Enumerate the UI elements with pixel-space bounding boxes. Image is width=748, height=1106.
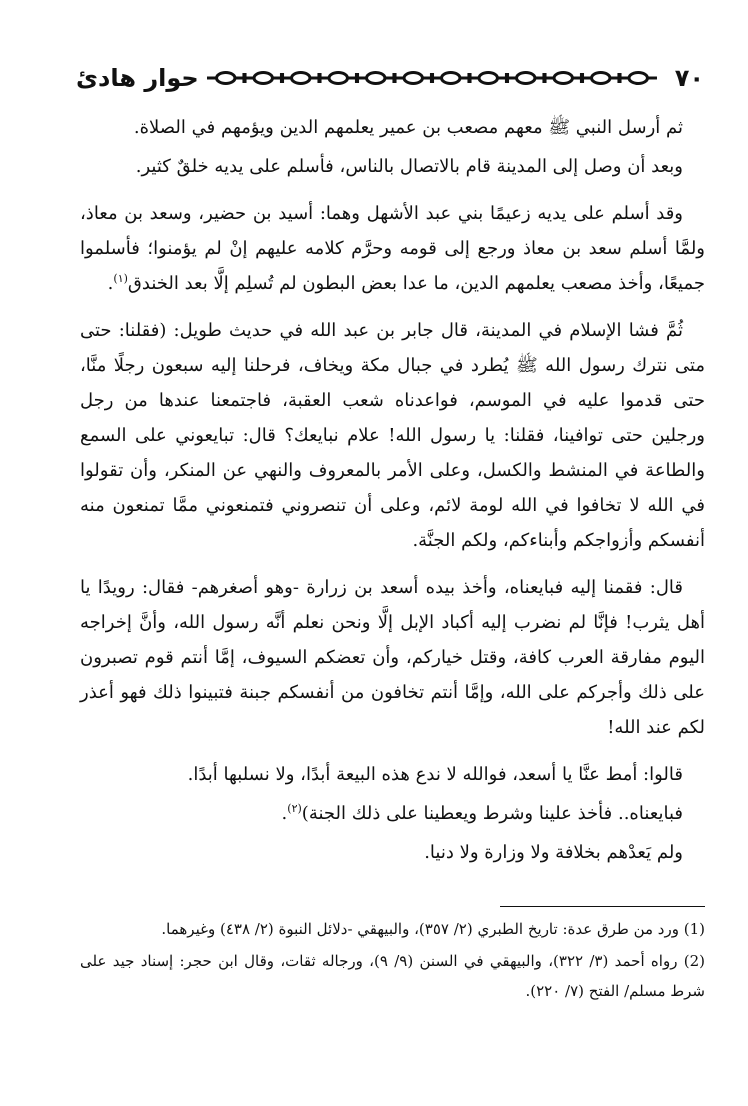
footnote-ref-1: (١) [113,272,128,285]
footnote-1: (1) ورد من طرق عدة: تاريخ الطبري (٢/ ٣٥٧)، والبيهقي -دلائل النبوة (٢/ ٤٣٨) وغيرهما. [161,920,705,938]
page-number: ٧٠ [674,64,704,92]
footnote-separator [500,906,705,907]
paragraph-3-tail: . [107,273,114,294]
ornament-chain-icon [207,68,657,88]
main-text [80,110,705,882]
running-title: حوار هادئ [76,64,199,92]
paragraph-7-text: فبايعناه.. فأخذ علينا وشرط ويعطينا على ذلك الجنة) [301,803,683,824]
paragraph-6: قالوا: أمط عنَّا يا أسعد، فوالله لا ندع هذه البيعة أبدًا، ولا نسلبها أبدًا. [187,764,683,785]
ornament-divider [207,68,657,88]
paragraph-8: ولم يَعدْهم بخلافة ولا وزارة ولا دنيا. [424,842,683,863]
footnote-ref-2: (٢) [287,802,302,815]
paragraph-7-tail: . [281,803,288,824]
paragraph-1: ثم أرسل النبي ﷺ معهم مصعب بن عمير يعلمهم الدين ويؤمهم في الصلاة. [133,117,683,138]
paragraph-3-text: وقد أسلم على يديه زعيمًا بني عبد الأشهل وهما: أسيد بن حضير، وسعد بن معاذ، ولمَّا أسلم سعد بن معاذ ورجع إلى قومه وحرَّم كلامه عليهم إنْ لم يؤمنوا؛ فأسلموا جميعًا، وأخذ مصعب يعلمهم الدين، ما عدا بعض البطون لم تُسلِم إلَّا بعد الخندق [80,203,705,294]
paragraph-4: ثُمَّ فشا الإسلام في المدينة، قال جابر بن عبد الله في حديث طويل: (فقلنا: حتى متى نترك رسول الله ﷺ يُطرد في جبال مكة ويخاف، فرحلنا إليه سبعون رجلًا منَّا، حتى قدموا عليه في الموسم، فواعدناه شعب العقبة، فاجتمعنا عندها من رجل ورجلين حتى توافينا، فقلنا: يا رسول الله! علام نبايعك؟ قال: تبايعوني على السمع والطاعة في المنشط والكسل، وعلى الأمر بالمعروف والنهي عن المنكر، وأن تقولوا في الله لا تخافوا في الله لومة لائم، وعلى أن تنصروني فتمنعوني ممَّا تمنعون منه أنفسكم وأزواجكم وأبناءكم، ولكم الجنَّة. [80,320,705,551]
paragraph-5: قال: فقمنا إليه فبايعناه، وأخذ بيده أسعد بن زرارة -وهو أصغرهم- فقال: رويدًا يا أهل يثرب! فإنَّا لم نضرب إليه أكباد الإبل إلَّا ونحن نعلم أنَّه رسول الله، وأنَّ إخراجه اليوم مفارقة العرب كافة، وقتل خياركم، وأن تعضكم السيوف، إمَّا أنتم قوم تصبرون على ذلك وأجركم على الله، وإمَّا أنتم تخافون من أنفسكم جبنة فتبينوا ذلك فهو أعذر لكم عند الله! [80,577,705,738]
running-header [76,60,704,96]
footnotes [80,914,705,1008]
footnote-2: (2) رواه أحمد (٣/ ٣٢٢)، والبيهقي في السنن (٩/ ٩)، ورجاله ثقات، وقال ابن حجر: إسناد جيد على شرط مسلم/ الفتح (٧/ ٢٢٠). [80,952,705,1000]
paragraph-3 [80,196,705,301]
paragraph-7 [80,796,705,831]
paragraph-2: وبعد أن وصل إلى المدينة قام بالاتصال بالناس، فأسلم على يديه خلقٌ كثير. [135,156,683,177]
